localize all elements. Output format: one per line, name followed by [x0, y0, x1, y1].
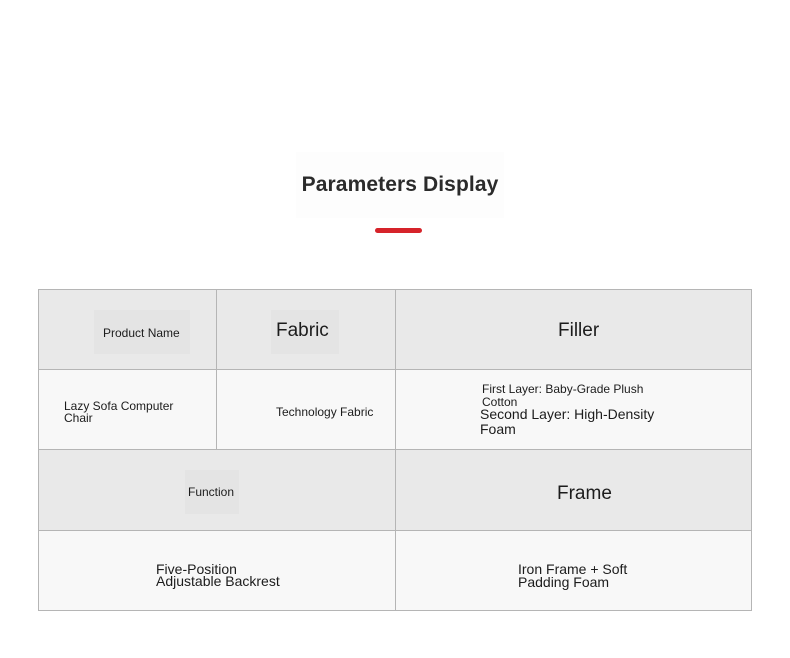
parameters-table — [38, 289, 752, 611]
filler-value-line3: Second Layer: High-Density — [480, 406, 655, 422]
title-underline-accent — [375, 228, 422, 233]
filler-value-line1: First Layer: Baby-Grade Plush — [482, 382, 644, 396]
fabric-header: Fabric — [276, 320, 329, 341]
product-name-header: Product Name — [103, 326, 180, 340]
fabric-value: Technology Fabric — [276, 405, 374, 419]
function-value-line1: Five-Position — [156, 561, 237, 577]
frame-value-line2: Padding Foam — [518, 574, 610, 590]
frame-header: Frame — [557, 483, 612, 504]
product-name-value-line2: Chair — [64, 411, 93, 425]
page-title: Parameters Display — [301, 173, 499, 196]
filler-value-line4: Foam — [480, 421, 516, 437]
product-name-value-line1: Lazy Sofa Computer — [64, 399, 174, 413]
frame-value-line1: Iron Frame + Soft — [518, 561, 628, 577]
function-value-line2: Adjustable Backrest — [156, 573, 280, 589]
column-divider — [216, 290, 217, 449]
title-container — [296, 152, 504, 218]
column-divider — [395, 290, 396, 610]
function-header: Function — [188, 485, 235, 499]
filler-header: Filler — [558, 320, 600, 341]
filler-value-line2: Cotton — [482, 395, 518, 409]
